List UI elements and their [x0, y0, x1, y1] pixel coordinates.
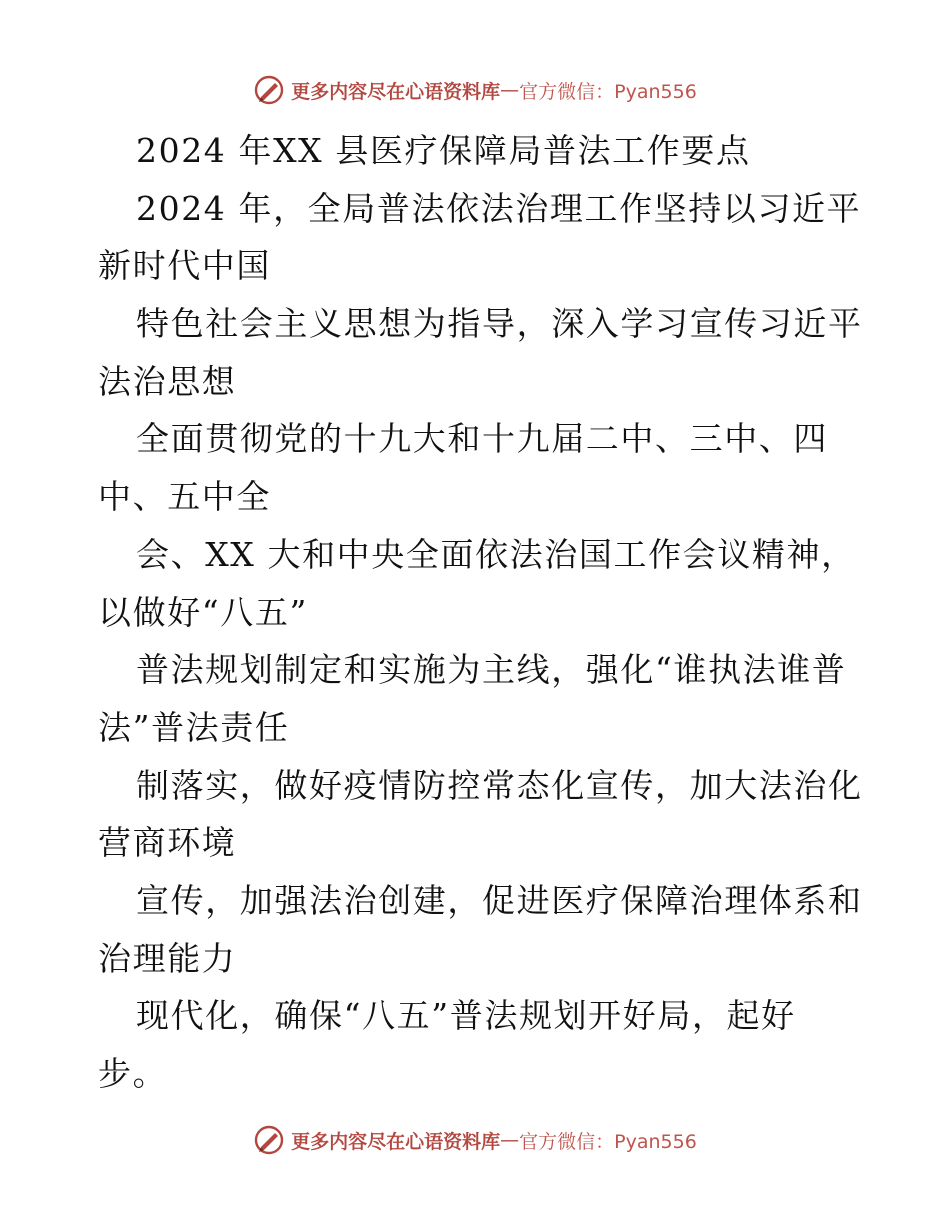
- header-brand-text: 更多内容尽在心语资料库: [291, 80, 501, 103]
- paragraph-line: 法”普法责任: [98, 707, 290, 747]
- header-separator: —: [500, 79, 520, 101]
- paragraph-line: 营商环境: [98, 823, 237, 863]
- paragraph-line: 普法规划制定和实施为主线，强化“谁执法谁普: [136, 650, 847, 690]
- paragraph-line: 以做好“八五”: [98, 592, 308, 632]
- paragraph-line: 会、XX 大和中央全面依法治国工作会议精神，: [136, 534, 856, 574]
- paragraph-line: 中、五中全: [98, 477, 271, 517]
- pen-logo-icon: [253, 74, 285, 106]
- paragraph-line: 治理能力: [98, 938, 237, 978]
- paragraph-line: 步。: [98, 1054, 168, 1093]
- document-body: [98, 122, 863, 1103]
- paragraph-line: 新时代中国: [98, 246, 271, 286]
- header-watermark-banner: [0, 72, 950, 108]
- footer-watermark-banner: [0, 1122, 950, 1158]
- paragraph-line: 制落实，做好疫情防控常态化宣传，加大法治化: [136, 765, 863, 805]
- paragraph-line: 法治思想: [98, 361, 237, 401]
- paragraph-line: 2024 年，全局普法依法治理工作坚持以习近平: [136, 188, 862, 228]
- footer-separator: —: [500, 1129, 520, 1151]
- paragraph-line: 现代化，确保“八五”普法规划开好局，起好: [136, 996, 796, 1036]
- paragraph-line: 宣传，加强法治创建，促进医疗保障治理体系和: [136, 880, 863, 920]
- header-wechat-text: 官方微信：Pyan556: [519, 80, 697, 103]
- paragraph-line: 全面贯彻党的十九大和十九届二中、三中、四: [136, 419, 828, 459]
- footer-wechat-text: 官方微信：Pyan556: [519, 1130, 697, 1153]
- document-title: 2024 年XX 县医疗保障局普法工作要点: [136, 131, 751, 170]
- pen-logo-icon: [253, 1124, 285, 1156]
- paragraph-line: 特色社会主义思想为指导，深入学习宣传习近平: [136, 304, 863, 344]
- footer-brand-text: 更多内容尽在心语资料库: [291, 1130, 501, 1153]
